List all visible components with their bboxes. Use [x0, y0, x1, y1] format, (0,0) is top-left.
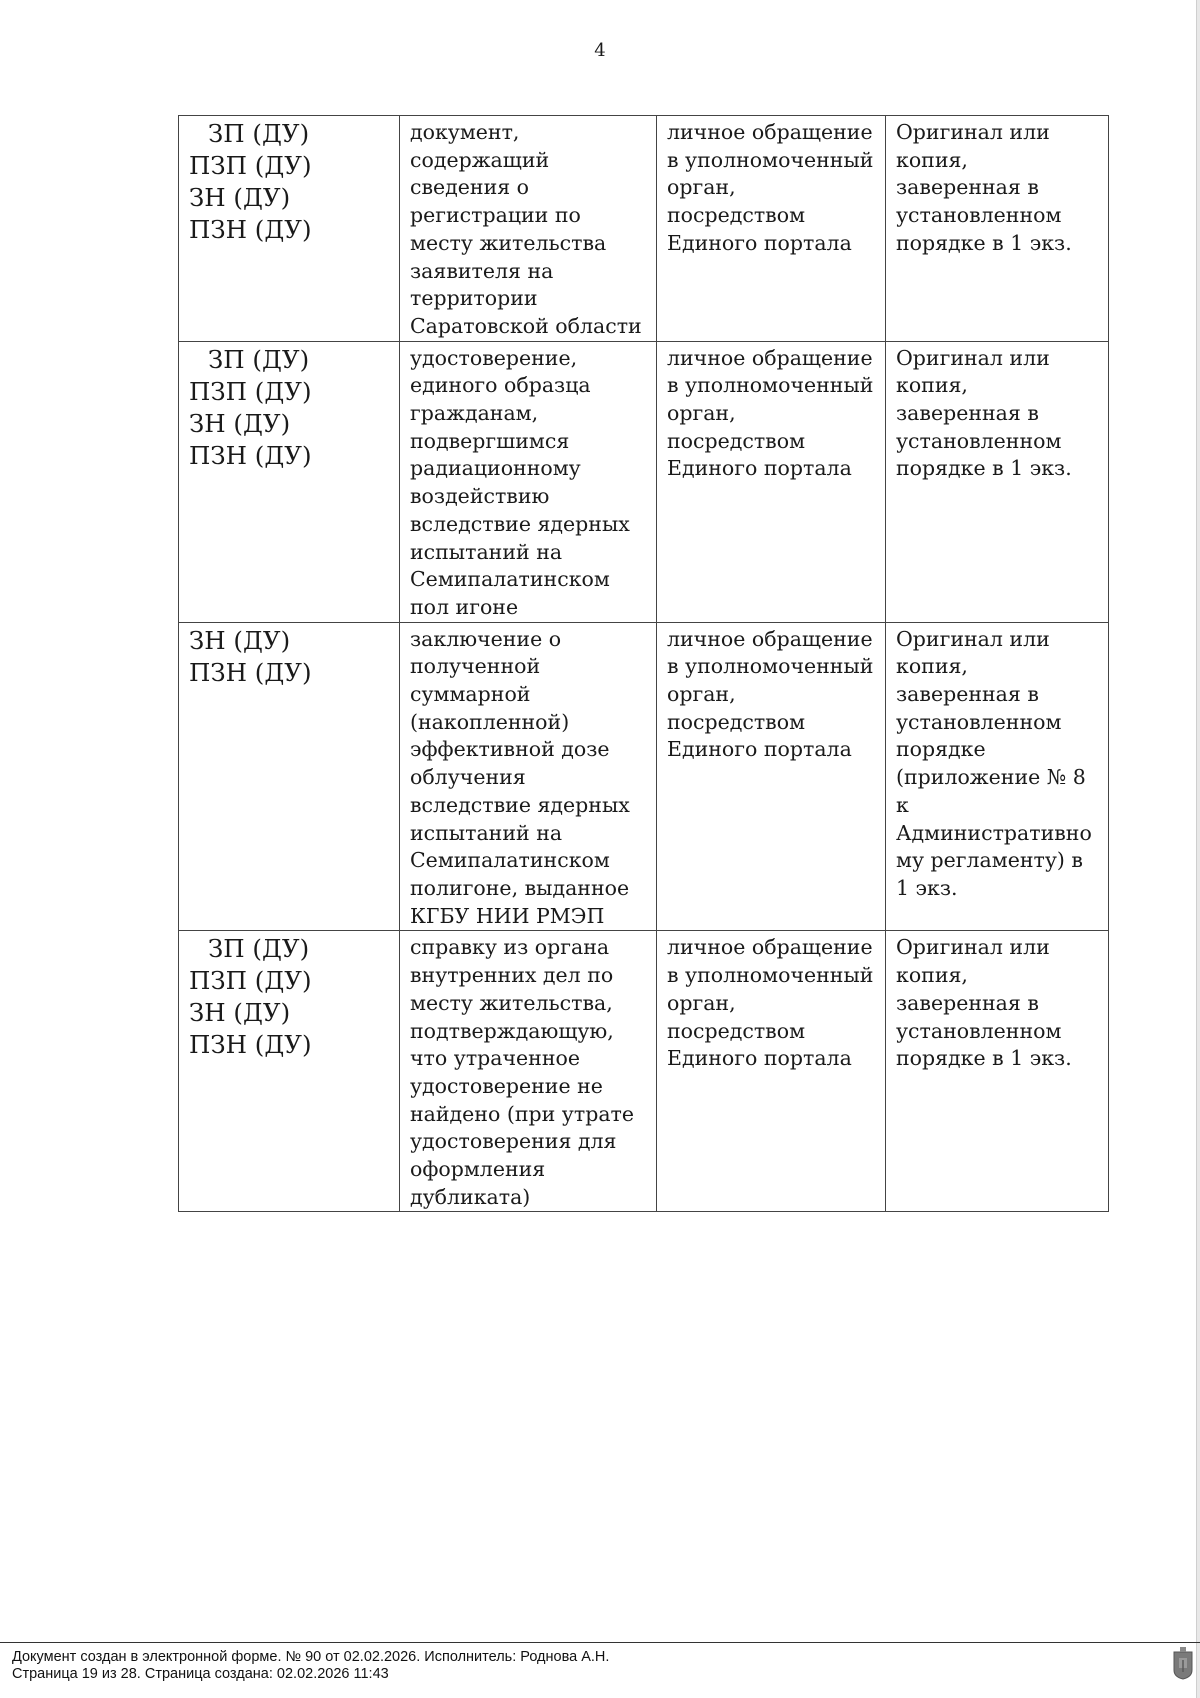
- table-row: [179, 622, 1109, 931]
- table-row: [179, 116, 1109, 342]
- submission-method-cell: личное обращение в уполномоченный орган, посредством Единого портала: [657, 116, 886, 342]
- applicant-code: ЗП (ДУ): [208, 934, 310, 964]
- applicant-code: ЗН (ДУ): [189, 998, 291, 1028]
- page-edge: [1196, 0, 1200, 1698]
- table-row: [179, 341, 1109, 622]
- submission-method-cell: личное обращение в уполномоченный орган, посредством Единого портала: [657, 931, 886, 1212]
- document-form-cell: Оригинал или копия, заверенная в установленном порядке в 1 экз.: [886, 931, 1109, 1212]
- submission-method-cell: личное обращение в уполномоченный орган, посредством Единого портала: [657, 622, 886, 931]
- applicant-code: ЗН (ДУ): [189, 183, 291, 212]
- applicant-codes-cell: [179, 622, 400, 931]
- document-name-cell: справку из органа внутренних дел по месту жительства, подтверждающую, что утраченное удостоверение не найдено (при утрате удостоверения для оформления дубликата): [400, 931, 657, 1212]
- applicant-code: ПЗН (ДУ): [189, 215, 312, 244]
- table-row: [179, 931, 1109, 1212]
- applicant-code: ПЗН (ДУ): [189, 440, 312, 470]
- applicant-code: ЗН (ДУ): [189, 408, 291, 438]
- applicant-code: ПЗП (ДУ): [189, 966, 312, 996]
- footer-divider: [0, 1642, 1200, 1643]
- document-form-cell: Оригинал или копия, заверенная в установленном порядке (приложение № 8 к Административному регламенту) в 1 экз.: [886, 622, 1109, 931]
- page-number: 4: [594, 40, 606, 61]
- document-form-cell: Оригинал или копия, заверенная в установленном порядке в 1 экз.: [886, 116, 1109, 342]
- footer-page-info: Страница 19 из 28. Страница создана: 02.02.2026 11:43: [12, 1666, 389, 1682]
- applicant-codes-cell: [179, 116, 400, 342]
- applicant-code: ПЗП (ДУ): [189, 376, 312, 406]
- coat-of-arms-icon: [1172, 1646, 1194, 1680]
- document-name-cell: удостоверение, единого образца гражданам, подвергшимся радиационному воздействию вследствие ядерных испытаний на Семипалатинском пол игоне: [400, 341, 657, 622]
- document-name-cell: документ, содержащий сведения о регистрации по месту жительства заявителя на территории Саратовской области: [400, 116, 657, 342]
- applicant-codes-cell: [179, 931, 400, 1212]
- applicant-code: ПЗП (ДУ): [189, 151, 312, 180]
- applicant-code: ПЗН (ДУ): [189, 657, 312, 687]
- applicant-code: ПЗН (ДУ): [189, 1030, 312, 1060]
- document-footer: [12, 1649, 609, 1683]
- applicant-code: ЗП (ДУ): [208, 119, 310, 148]
- documents-table: [178, 115, 1109, 1212]
- footer-creation-info: Документ создан в электронной форме. № 90 от 02.02.2026. Исполнитель: Роднова А.Н.: [12, 1649, 610, 1665]
- document-form-cell: Оригинал или копия, заверенная в установленном порядке в 1 экз.: [886, 341, 1109, 622]
- applicant-code: ЗП (ДУ): [208, 344, 310, 374]
- applicant-codes-cell: [179, 341, 400, 622]
- document-name-cell: заключение о полученной суммарной (накопленной) эффективной дозе облучения вследствие ядерных испытаний на Семипалатинском полигоне, выданное КГБУ НИИ РМЭП: [400, 622, 657, 931]
- submission-method-cell: личное обращение в уполномоченный орган, посредством Единого портала: [657, 341, 886, 622]
- applicant-code: ЗН (ДУ): [189, 625, 291, 655]
